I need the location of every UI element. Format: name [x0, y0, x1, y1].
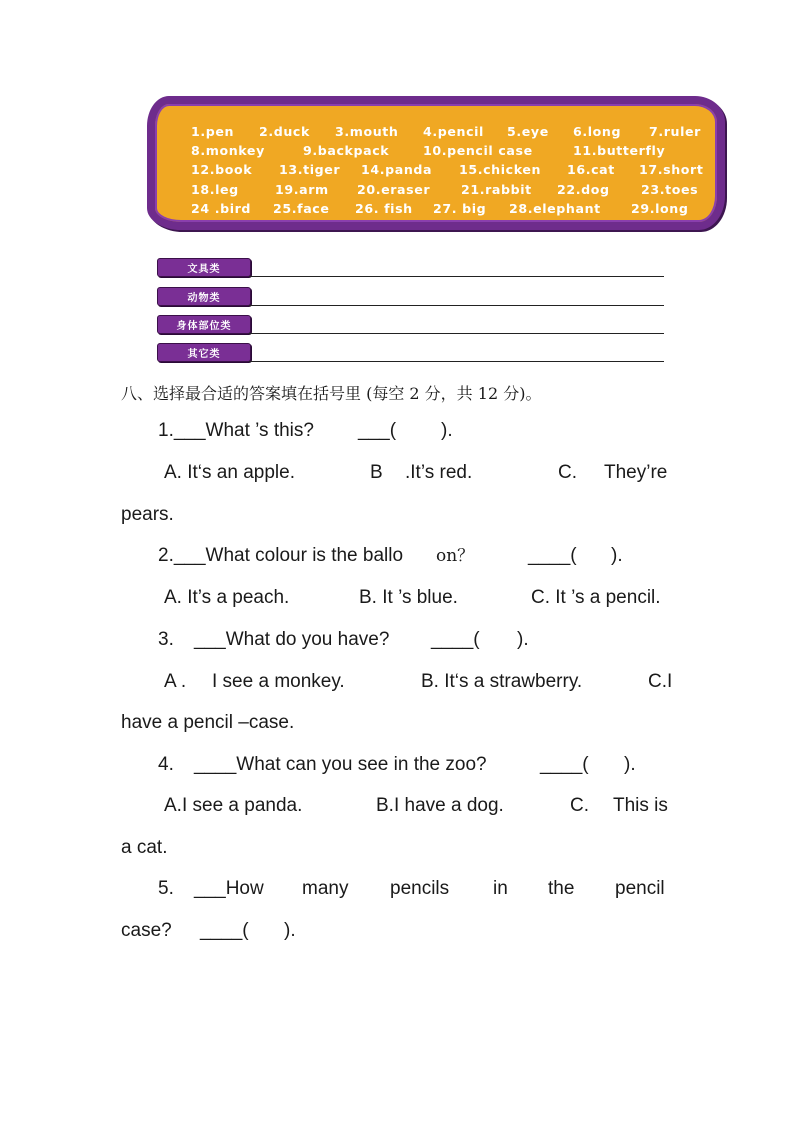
answer-blank[interactable]: ____( [431, 629, 480, 650]
option-c-continued: pears. [121, 504, 174, 525]
option-c: C. [558, 462, 577, 483]
answer-blank[interactable]: ____( [200, 920, 249, 941]
word-box [147, 96, 725, 230]
answer-blank[interactable]: ____( [528, 545, 577, 566]
option-a: A.I see a panda. [164, 795, 303, 816]
option-c-text: This is [613, 795, 668, 816]
word-item: 28.elephant [509, 201, 601, 216]
question-2 [0, 543, 794, 569]
question-4 [0, 752, 794, 778]
question-5-wrap [0, 918, 794, 944]
question-2-options [0, 585, 794, 611]
question-stem: ___What do you have? [194, 629, 390, 650]
word-item: 12.book [191, 162, 253, 177]
word-item: 15.chicken [459, 162, 542, 177]
question-stem-word: in [493, 878, 508, 899]
option-b-text: .It’s red. [405, 462, 473, 483]
answer-line[interactable] [249, 361, 664, 362]
option-c-continued: have a pencil –case. [121, 712, 295, 733]
word-item: 22.dog [557, 182, 610, 197]
answer-blank-close: ). [284, 920, 296, 941]
word-item: 18.leg [191, 182, 239, 197]
word-item: 19.arm [275, 182, 329, 197]
question-number: 4. [158, 754, 174, 775]
option-a: A. It’s a peach. [164, 587, 290, 608]
category-row-body-parts [157, 315, 664, 334]
category-row-animals [157, 287, 664, 306]
question-1 [0, 418, 794, 444]
word-item: 27. big [433, 201, 487, 216]
answer-blank-close: ). [624, 754, 636, 775]
question-1-options [0, 460, 794, 486]
option-c: C.I [648, 671, 673, 692]
word-item: 4.pencil [423, 124, 484, 139]
category-label: 动物类 [157, 287, 251, 306]
answer-line[interactable] [249, 276, 664, 277]
category-label: 其它类 [157, 343, 251, 362]
word-item: 6.long [573, 124, 622, 139]
question-number: 5. [158, 878, 174, 899]
question-3-options [0, 669, 794, 695]
option-c: C. [570, 795, 589, 816]
option-c: C. It ’s a pencil. [531, 587, 661, 608]
answer-line[interactable] [249, 333, 664, 334]
question-stem-continued: case? [121, 920, 172, 941]
question-4-options [0, 793, 794, 819]
word-item: 9.backpack [303, 143, 390, 158]
question-stem-word: the [548, 878, 575, 899]
option-a: A. It‘s an apple. [164, 462, 295, 483]
question-5 [0, 876, 794, 902]
question-stem-word: pencil [615, 878, 665, 899]
word-item: 21.rabbit [461, 182, 532, 197]
word-item: 3.mouth [335, 124, 399, 139]
option-b: B [370, 462, 383, 483]
question-stem-word: pencils [390, 878, 450, 899]
word-item: 13.tiger [279, 162, 341, 177]
answer-line[interactable] [249, 305, 664, 306]
answer-blank[interactable]: ____( [540, 754, 589, 775]
category-row-others [157, 343, 664, 362]
word-item: 10.pencil case [423, 143, 533, 158]
option-a: A . [164, 671, 187, 692]
category-row-stationery [157, 258, 664, 277]
option-c-text: They’re [604, 462, 668, 483]
question-stem: 2.___What colour is the ballo [158, 545, 404, 566]
word-item: 17.short [639, 162, 704, 177]
option-b: B. It ’s blue. [359, 587, 458, 608]
question-3 [0, 627, 794, 653]
word-item: 16.cat [567, 162, 615, 177]
word-item: 25.face [273, 201, 330, 216]
word-item: 29.long [631, 201, 689, 216]
category-label: 文具类 [157, 258, 251, 277]
word-item: 23.toes [641, 182, 699, 197]
option-b: B.I have a dog. [376, 795, 504, 816]
word-item: 2.duck [259, 124, 310, 139]
word-item: 8.monkey [191, 143, 265, 158]
word-item: 24 .bird [191, 201, 252, 216]
category-label: 身体部位类 [157, 315, 251, 334]
word-item: 20.eraser [357, 182, 431, 197]
question-number: 3. [158, 629, 174, 650]
question-stem: 1.___What ’s this? [158, 420, 314, 441]
word-item: 5.eye [507, 124, 549, 139]
answer-blank[interactable]: ___( [358, 420, 397, 441]
word-item: 11.butterfly [573, 143, 666, 158]
question-stem: ____What can you see in the zoo? [194, 754, 487, 775]
word-item: 1.pen [191, 124, 235, 139]
question-stem-word: ___How [194, 878, 264, 899]
option-a-text: I see a monkey. [212, 671, 345, 692]
word-item: 14.panda [361, 162, 433, 177]
answer-blank-close: ). [441, 420, 453, 441]
answer-blank-close: ). [611, 545, 623, 566]
answer-blank-close: ). [517, 629, 529, 650]
question-stem-end: on？ [436, 546, 475, 566]
option-c-continued: a cat. [121, 837, 168, 858]
section-title: 八、选择最合适的答案填在括号里 (每空 2 分，共 12 分)。 [121, 384, 542, 403]
word-item: 7.ruler [649, 124, 701, 139]
word-item: 26. fish [355, 201, 413, 216]
option-b: B. It‘s a strawberry. [421, 671, 583, 692]
question-stem-word: many [302, 878, 349, 899]
